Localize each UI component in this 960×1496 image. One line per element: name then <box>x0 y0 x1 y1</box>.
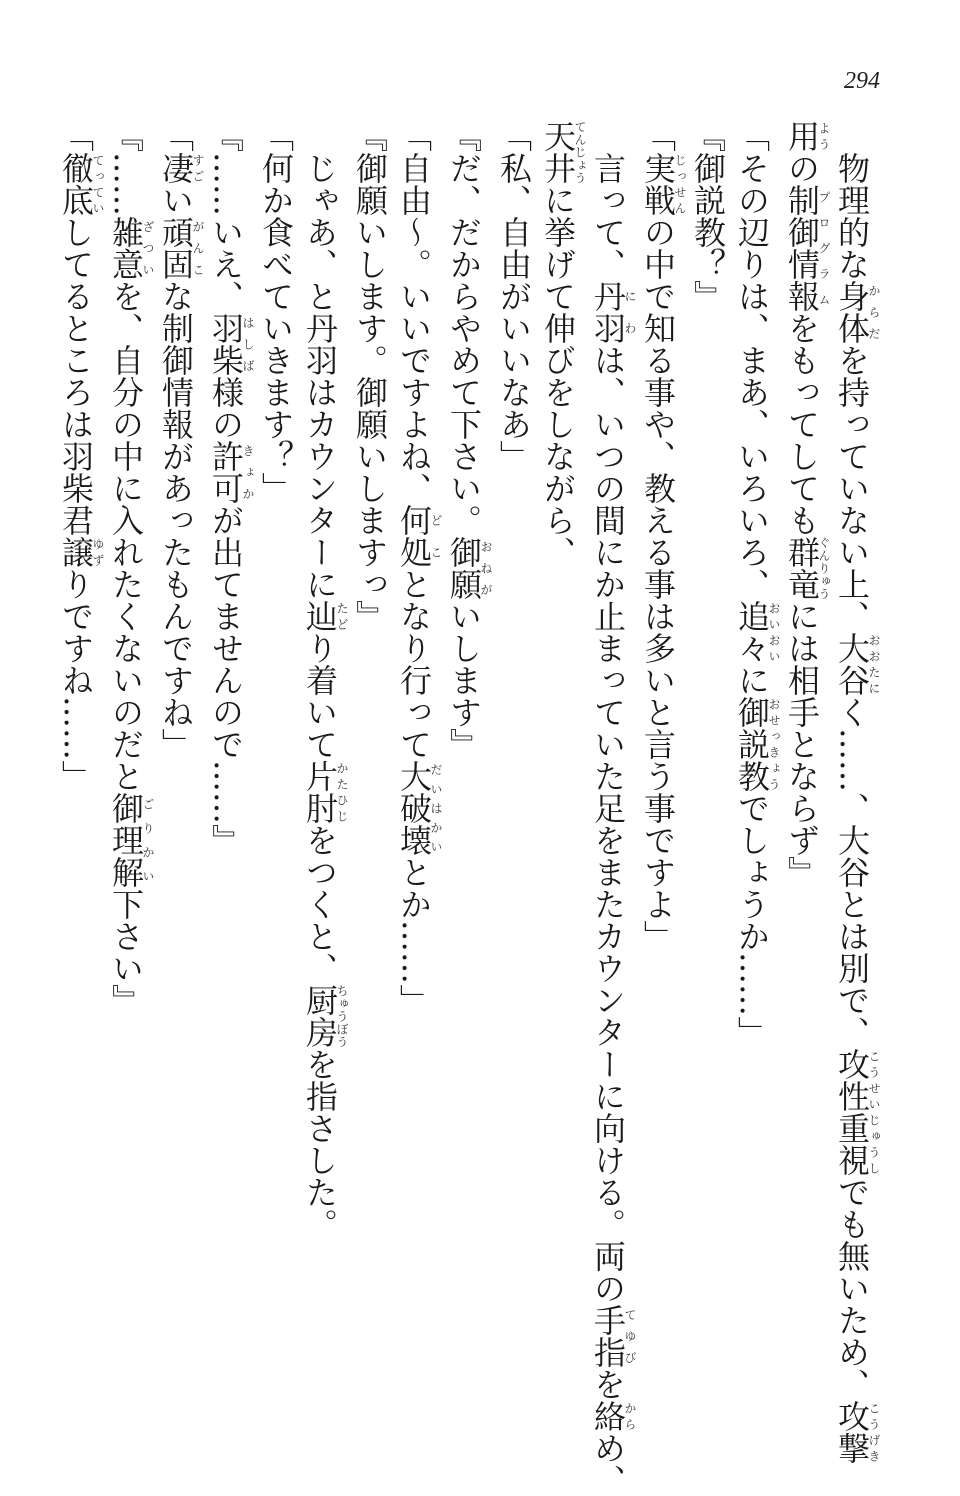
ruby-reading: プログラム <box>817 184 831 312</box>
ruby-reading: ちゅうぼう <box>335 984 349 1048</box>
ruby-word: 何処どこ <box>395 504 443 568</box>
ruby-reading: てんじょう <box>573 120 587 184</box>
ruby-word: 雑意ざつい <box>107 216 155 280</box>
ruby-word: 辿たど <box>301 600 349 632</box>
text-line: 「凄すごい頑固がんこな制御情報があったもんですね」 <box>157 120 205 760</box>
text-line: 「何か食べていきます？」 <box>257 120 295 504</box>
ruby-reading: じっせん <box>673 152 687 216</box>
ruby-word: 凄すご <box>157 152 205 184</box>
ruby-word: 御説教おせっきょう <box>733 696 781 792</box>
ruby-word: 群竜ぐんりゅう <box>783 536 831 600</box>
ruby-word: 追々おいおい <box>733 600 781 664</box>
text-line: 『……雑意ざついを、自分の中に入れたくないのだと御理解ごりかい下さい』 <box>107 120 155 1016</box>
ruby-word: 実戦じっせん <box>639 152 687 216</box>
text-line: 『だ、だからやめて下さい。御願おねがいします』 <box>445 120 493 760</box>
text-line: 『御願いします。御願いしますっ』 <box>351 120 389 632</box>
ruby-reading: ごりかい <box>141 792 155 888</box>
ruby-word: 絡から <box>589 1400 637 1432</box>
text-line: 物理的な身体からだを持っていない上、大谷おおたにく……、大谷とは別で、攻性重視こうせいじゅうしでも無いため、攻撃こうげき <box>833 152 881 1464</box>
text-line: じゃあ、と丹羽はカウンターに辿たどり着いて片肘かたひじをつくと、厨房ちゅうぼうを指さした。 <box>301 120 349 1240</box>
text-line: 「私、自由がいいなあ」 <box>495 120 533 472</box>
ruby-word: 片肘かたひじ <box>301 760 349 824</box>
text-line: 「実戦じっせんの中で知る事や、教える事は多いと言う事ですよ」 <box>639 120 687 952</box>
ruby-word: 徹底てってい <box>57 152 105 216</box>
text-line: 『御説教？』 <box>689 120 727 312</box>
ruby-word: 攻性重視こうせいじゅうし <box>833 1048 881 1176</box>
ruby-word: 用よう <box>783 120 831 152</box>
ruby-word: 身体からだ <box>833 280 881 344</box>
ruby-reading: ざつい <box>141 216 155 280</box>
ruby-word: 大谷おおたに <box>833 632 881 696</box>
ruby-word: 攻撃こうげき <box>833 1400 881 1464</box>
text-line: 「徹底てっていしてるところは羽柴君譲ゆずりですね……」 <box>57 120 105 792</box>
ruby-reading: から <box>623 1400 637 1432</box>
ruby-word: 譲ゆず <box>57 536 105 568</box>
ruby-reading: おねが <box>479 536 493 600</box>
ruby-word: 大破壊だいはかい <box>395 760 443 856</box>
ruby-reading: おおたに <box>867 632 881 696</box>
ruby-reading: ぐんりゅう <box>817 536 831 600</box>
text-line: 「その辺りは、まあ、いろいろ、追々おいおいに御説教おせっきょうでしょうか……」 <box>733 120 781 1048</box>
ruby-reading: こうせいじゅうし <box>867 1048 881 1176</box>
ruby-reading: からだ <box>867 280 881 344</box>
ruby-word: 羽柴はしば <box>207 312 255 376</box>
ruby-word: 天井てんじょう <box>539 120 587 184</box>
text-line: 天井てんじょうに挙げて伸びをしながら、 <box>539 120 587 568</box>
ruby-reading: どこ <box>429 504 443 568</box>
ruby-reading: たど <box>335 600 349 632</box>
page-number: 294 <box>844 68 880 94</box>
ruby-reading: かたひじ <box>335 760 349 824</box>
ruby-word: 制御情報プログラム <box>783 184 831 312</box>
ruby-word: 厨房ちゅうぼう <box>301 984 349 1048</box>
ruby-word: 頑固がんこ <box>157 216 205 280</box>
ruby-reading: はしば <box>241 312 255 376</box>
ruby-reading: てってい <box>91 152 105 216</box>
ruby-reading: きょか <box>241 440 255 504</box>
ruby-reading: こうげき <box>867 1400 881 1464</box>
text-line: 用ようの制御情報プログラムをもってしても群竜ぐんりゅうには相手とならず』 <box>783 120 831 888</box>
text-line: 言って、丹羽にわは、いつの間にか止まっていた足をまたカウンターに向ける。両の手指てゆびを絡からめ、 <box>589 120 637 1496</box>
text-line: 「自由～。いいですよね、何処どことなり行って大破壊だいはかいとか……」 <box>395 120 443 1016</box>
ruby-reading: にわ <box>623 280 637 344</box>
ruby-reading: だいはかい <box>429 760 443 856</box>
ruby-reading: ゆず <box>91 536 105 568</box>
vertical-text-block <box>57 120 881 1496</box>
ruby-word: 御理解ごりかい <box>107 792 155 888</box>
text-line: 『……いえ、羽柴はしば様の許可きょかが出てませんので……』 <box>207 120 255 856</box>
ruby-reading: すご <box>191 152 205 184</box>
ruby-reading: がんこ <box>191 216 205 280</box>
ruby-word: 許可きょか <box>207 440 255 504</box>
ruby-reading: てゆび <box>623 1304 637 1368</box>
ruby-word: 手指てゆび <box>589 1304 637 1368</box>
ruby-reading: おいおい <box>767 600 781 664</box>
ruby-word: 丹羽にわ <box>589 280 637 344</box>
ruby-reading: おせっきょう <box>767 696 781 792</box>
ruby-reading: よう <box>817 120 831 152</box>
ruby-word: 御願おねが <box>445 536 493 600</box>
